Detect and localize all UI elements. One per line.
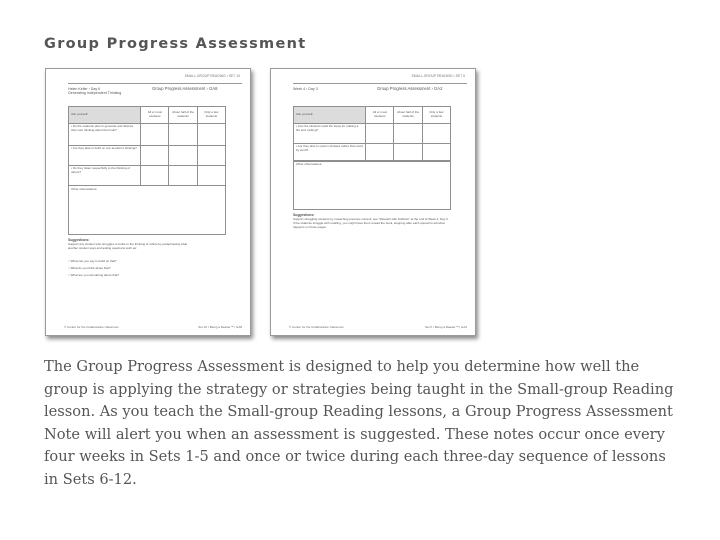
assessment-form-thumbnail-ga2 [270, 68, 476, 336]
check-cell [141, 146, 169, 166]
question-cell: • Are they able to build on one another's thinking? [69, 146, 141, 166]
column-header: All or most students [366, 107, 394, 124]
observations-label: Other observations: [71, 187, 98, 191]
check-cell [422, 124, 450, 144]
check-cell [141, 166, 169, 186]
form-title: Group Progress Assessment › GA2 [377, 86, 443, 91]
check-cell [197, 166, 225, 186]
observations-box [68, 185, 226, 235]
question-cell: • Are they able to read in phrases rather than word by word? [294, 144, 366, 162]
suggestion-item-text: What can you say to build on that? [70, 259, 117, 263]
check-cell [422, 144, 450, 162]
check-cell [169, 166, 197, 186]
series-label: SMALL-GROUP READING ▪ SET 5 [411, 74, 465, 78]
table-row [294, 144, 451, 162]
suggestions-text: Support any student who struggles to build on the thinking of others by paraphrasing what another student says and asking questions such as: [68, 242, 188, 250]
footer-copyright: © Center for the Collaborative Classroom [64, 324, 119, 329]
column-header: About half of the students [169, 107, 197, 124]
footer-page-number: Set 10 ▪ Being a Reader™ | GA8 [198, 324, 242, 329]
check-cell [366, 124, 394, 144]
column-header: Ask yourself: [69, 107, 141, 124]
description-paragraph: The Group Progress Assessment is designed to help you determine how well the group is applying the strategy or strategies being taught in the Small-group Reading lesson. As you teach the Small-group Reading lessons, a Group Progress Assessment Note will alert you when an assessment is suggested. These notes occur once every four weeks in Sets 1-5 and once or twice during each three-day sequence of lessons in Sets 6-12. [44, 358, 674, 488]
column-header: About half of the students [394, 107, 422, 124]
observations-label: Other observations: [296, 162, 323, 166]
header-rule [68, 83, 242, 84]
question-cell: • Can the students retell the steps for making a fire and rocking? [294, 124, 366, 144]
check-cell [394, 124, 422, 144]
suggestion-item-text: What are you wondering about that? [70, 273, 120, 277]
column-header: All or most students [141, 107, 169, 124]
table-header-row [294, 107, 451, 124]
assessment-table [293, 106, 451, 162]
form-title: Group Progress Assessment › GA8 [152, 86, 218, 91]
table-row [294, 124, 451, 144]
question-cell: • Do the students plan to generate and discuss their own thinking about the book? [69, 124, 141, 146]
suggestion-item: ○ What can you say to build on that? [68, 259, 117, 263]
series-label: SMALL-GROUP READING ▪ SET 10 [184, 74, 240, 78]
lesson-label: Week 4 › Day 3 [293, 87, 318, 91]
header-rule [293, 83, 467, 84]
table-row [69, 146, 226, 166]
lesson-label: Helen Keller › Day 6 [68, 87, 101, 91]
column-header: Only a few students [197, 107, 225, 124]
suggestion-item: ○ What do you think about that? [68, 266, 111, 270]
suggestion-item: ○ What are you wondering about that? [68, 273, 120, 277]
check-cell [169, 124, 197, 146]
check-cell [141, 124, 169, 146]
column-header: Ask yourself: [294, 107, 366, 124]
check-cell [169, 146, 197, 166]
suggestions-text: Support struggling students by reteaching previous content; see "Reteach with Softbots" at the end of Week 4, Day 3. If the students struggle with retelling, you might have them reread the book, stopping after each spread to tell what happens on those pages. [293, 217, 449, 229]
suggestion-item-text: What do you think about that? [70, 266, 111, 270]
observations-box [293, 160, 451, 210]
check-cell [394, 144, 422, 162]
check-cell [197, 124, 225, 146]
suggestions-title: Suggestions: [293, 213, 315, 217]
table-row [69, 166, 226, 186]
footer-copyright: © Center for the Collaborative Classroom [289, 324, 344, 329]
check-cell [366, 144, 394, 162]
assessment-form-thumbnail-ga8 [45, 68, 251, 336]
lesson-subtitle: Generating Independent Thinking [68, 91, 122, 95]
check-cell [197, 146, 225, 166]
table-header-row [69, 107, 226, 124]
section-heading: Group Progress Assessment [44, 36, 307, 52]
assessment-table [68, 106, 226, 186]
suggestions-title: Suggestions: [68, 238, 90, 242]
footer-page-number: Set 5 ▪ Being a Reader™ | GA2 [424, 324, 467, 329]
column-header: Only a few students [422, 107, 450, 124]
table-row [69, 124, 226, 146]
question-cell: • Do they listen respectfully to the thinking of others? [69, 166, 141, 186]
